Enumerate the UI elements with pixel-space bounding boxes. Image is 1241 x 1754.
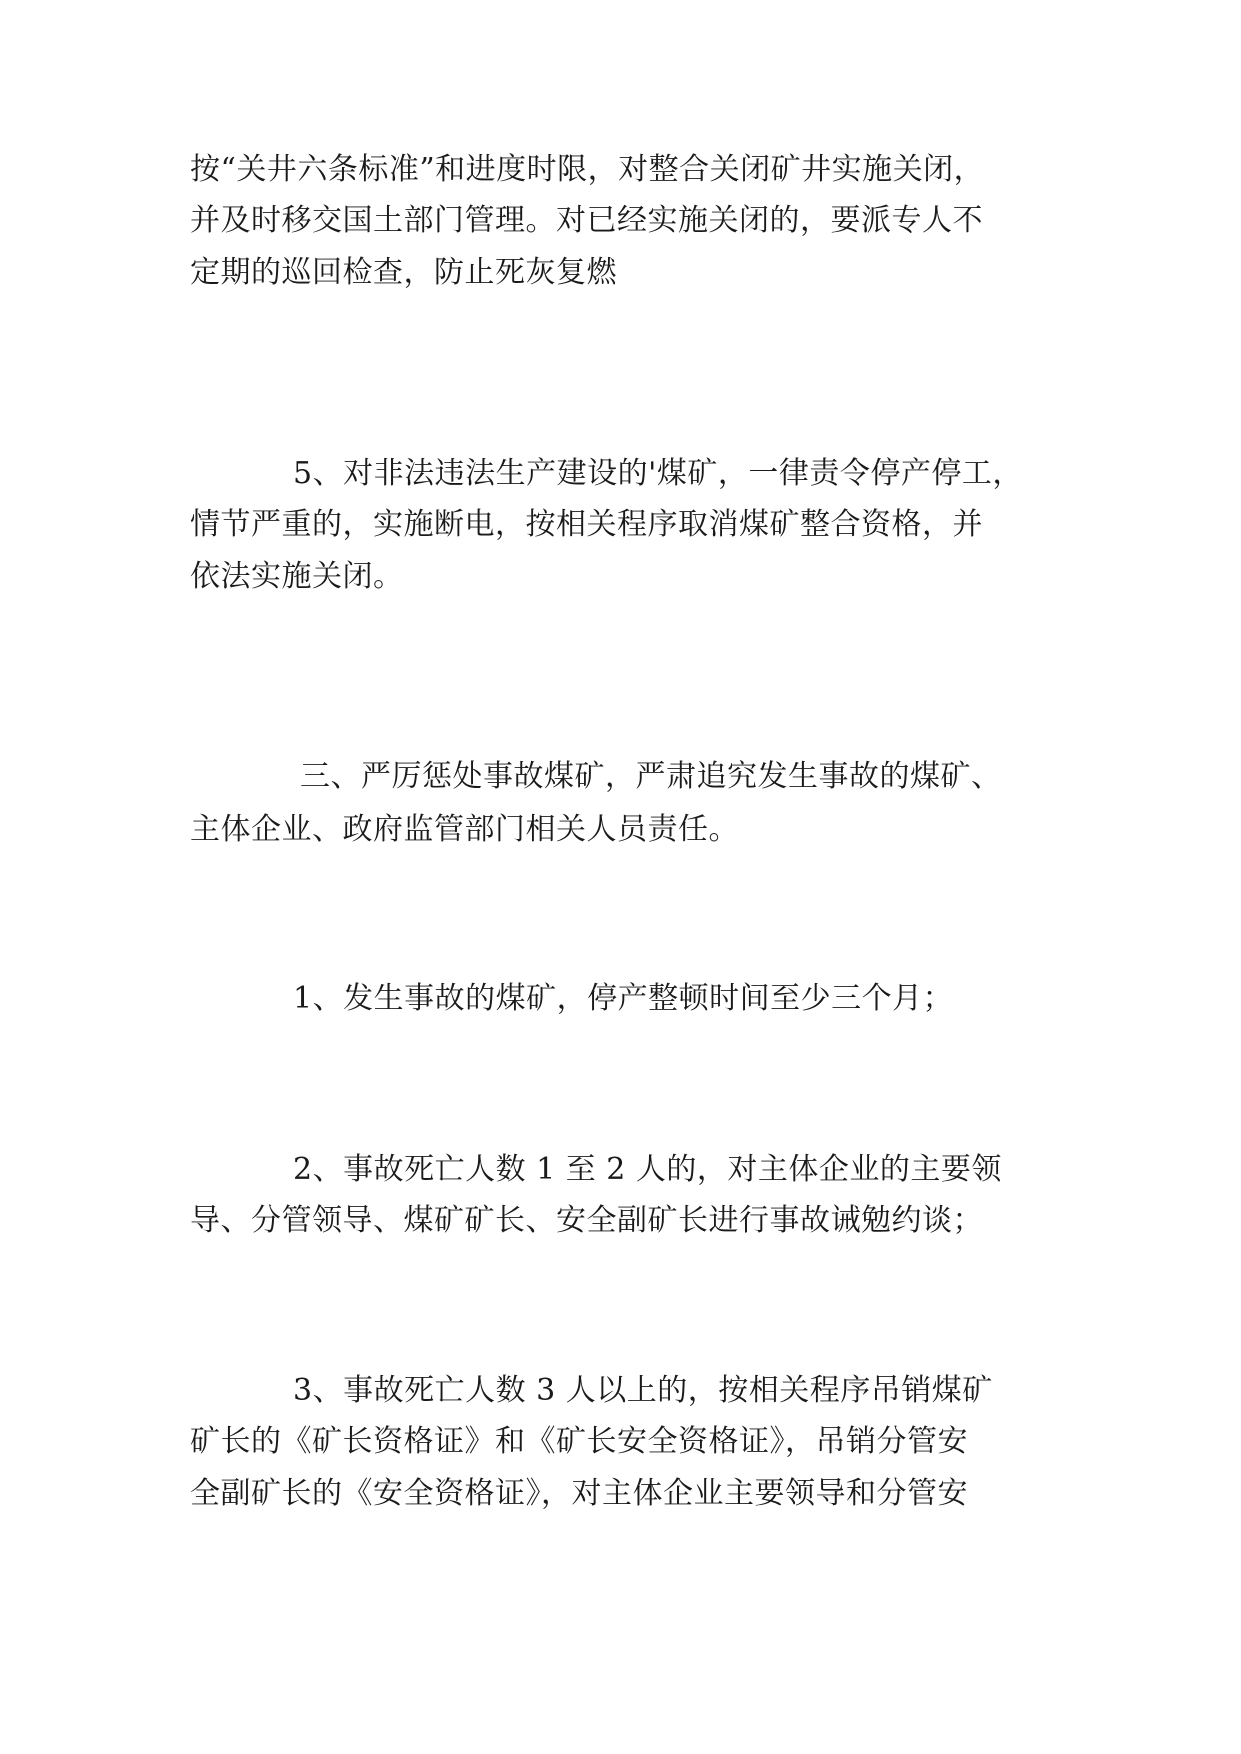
section-heading-line: 主体企业、政府监管部门相关人员责任。	[190, 812, 739, 847]
paragraph-line: 2、事故死亡人数 1 至 2 人的，对主体企业的主要领	[293, 1152, 1002, 1187]
paragraph-line: 并及时移交国土部门管理。对已经实施关闭的，要派专人不	[190, 203, 983, 238]
paragraph-line: 导、分管领导、煤矿矿长、安全副矿长进行事故诫勉约谈；	[190, 1203, 983, 1238]
paragraph-line: 3、事故死亡人数 3 人以上的，按相关程序吊销煤矿	[293, 1373, 993, 1408]
paragraph-line: 1、发生事故的煤矿，停产整顿时间至少三个月；	[293, 981, 954, 1016]
paragraph-line: 矿长的《矿长资格证》和《矿长安全资格证》，吊销分管安	[190, 1424, 968, 1459]
paragraph-line: 全副矿长的《安全资格证》，对主体企业主要领导和分管安	[190, 1476, 968, 1511]
paragraph-line: 依法实施关闭。	[190, 559, 404, 594]
paragraph-line: 情节严重的，实施断电，按相关程序取消煤矿整合资格，并	[190, 507, 983, 542]
section-heading: 三、严厉惩处事故煤矿，严肃追究发生事故的煤矿、	[300, 759, 1002, 794]
paragraph-line: 按“关井六条标准”和进度时限，对整合关闭矿井实施关闭，	[190, 152, 985, 187]
paragraph-line: 5、对非法违法生产建设的'煤矿，一律责令停产停工，	[293, 456, 1023, 491]
paragraph-line: 定期的巡回检查，防止死灰复燃	[190, 255, 617, 290]
